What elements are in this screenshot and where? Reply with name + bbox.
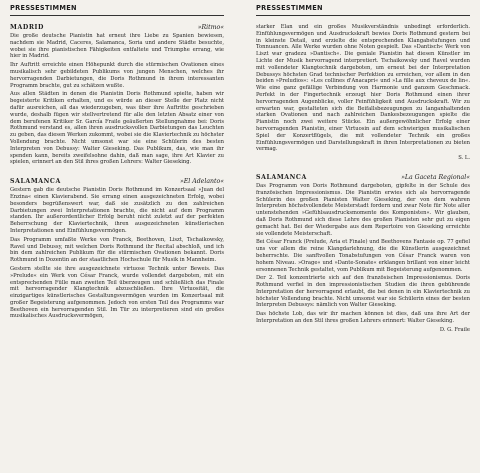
madrid-paragraph-3: Aus allen Städten in denen die Pianistin Doris Rothmund spielte, haben wir begeisterte Kritiken erhalten, und es würde an dieser Stelle der Platz nicht dafür ausreichen, all das wiederzugeben, was über ihre Auftritte geschrieben wurde, deshalb fügen wir stellvertretend für alle den letzten Absatz einer von dem berufenen Kritiker Sr. García Fraile geäußerten Stellungnahme bei: Doris Rothmund verstand es, allen ihren ausdrucksvollen Darbietungen das Leuchten zu geben, das diesen Werken zukommt, wobei sie die Klaviertechnik zu höchster Vollendung brachte. Nicht umsonst war sie eine Schülerin des besten Interpreten von Debussy: Walter Gieseking. Das Publikum, das, wie man ihr spenden kann, bereits zweifelsohne dahin, daß man sage, ihre Art Klavier zu spielen, erinnert an den Stil ihres großen Lehrers: Walter Gieseking.: [10, 91, 224, 166]
page-header-left: PRESSESTIMMEN: [10, 4, 224, 16]
madrid-paragraph-2: Ihr Auftritt erreichte einen Höhepunkt durch die stürmischen Ovationen eines musikalisch sehr gebildeten Publikums von jungen Menschen, welches ihr hervorragenden Darbietungen, die Doris Rothmund in ihrem interessanten Programm brachte, gut zu schätzen wußte.: [10, 62, 224, 89]
city-salamanca: SALAMANCA: [10, 178, 61, 186]
salamanca-paragraph-1: Gestern gab die deutsche Pianistin Doris Rothmund im Konzertsaal »Juan del Enzina« einen Klavierabend. Sie errang einen ausgezeichneten Erfolg, wobei besonders begrüßenswert war, daß sie zusätzlich zu den zahlreichen Darbietungen zwei Interpretationen brachte, die nicht auf dem Programm standen. Ihr außerordentlicher Erfolg beruht nicht zuletzt auf der perfekten Beherrschung der Klaviertechnik, ihren ausgezeichneten künstlerischen Interpretationen und Einfühlungsvermögen.: [10, 187, 224, 234]
salamanca-paragraph-2: Das Programm umfaßte Werke von Franck, Beethoven, Liszt, Tschaikowsky, Ravel und Debussy, mit welchen Doris Rothmund ihr Recital abschloß, und ich bin dem zahlreichen Publikum für die stürmischen Ovationen bekannt. Doris Rothmund in Dozentin an der staatlichen Hochschule für Musik in Mannheim.: [10, 236, 224, 264]
signature-fraile: D. G. Fraile: [439, 326, 470, 333]
section-title-salamanca: [10, 178, 224, 185]
gaceta-paragraph-1: Das Programm von Doris Rothmund dargeboten, gipfelte in der Schule des französischen Impressionismus. Die Pianistin erwies sich als hervorragende Schülerin des großen Pianisten Walter Gieseking, der von dem wahren Interpreten höchstvollendete Meisterstadt fordern und zwar Note für Note aller untenstehenden »Gefühlsausdrucksmomente des Komponisten«. Wir glauben, daß Doris Rothmund sich diese Lehre des großen Pianisten sehr gut zu eigen gemacht hat. Bei der Wiedergabe aus dem Repertoire von Gieseking erreichte sie vollendete Meisterschaft.: [256, 182, 470, 237]
section-title-salamanca-2: [256, 174, 470, 181]
madrid-paragraph-1: Die große deutsche Pianistin hat erneut ihre Liebe zu Spanien bewiesen, nachdem sie Madrid, Caceres, Salamanca, Soria und andere Städte besuchte, wobei sie ihre pianistischen Fähigkeiten entfaltete und Triumphe errang, wie hier in Madrid.: [10, 33, 224, 60]
gaceta-paragraph-4: Das höchste Lob, das wir ihr machen können ist dies, daß uns ihre Art der Interpretation an den Stil ihres großen Lehrers erinnert: Walter Gieseking.: [256, 311, 470, 325]
salamanca-paragraph-3: Gestern stellte sie ihre ausgezeichnete virtuose Technik unter Beweis. Das »Prelude« ein Werk von César Franck, wurde vollendet dargeboten, mit ein entsprechenden Fülle man zweiten Teil überzeugen und schließlich das Finale mit hervorragender Klangtechnik abzuschließen. Ihre Virtuosität, die einzigartiges künstlerisches Gestaltungsvermögen wurden im Konzertsaal mit großer Begeisterung aufgenommen. Jedoch von ersten Teil des Programms war Beethoven ein hervorragenden Stil. Im Tür zu interpretieren sind ein großes musikalisches Ausdrucksvermögen,: [10, 265, 224, 320]
source-ritmo: »Ritmo«: [197, 24, 224, 31]
source-el-adelanto: »El Adelanto«: [180, 178, 224, 186]
right-column: [256, 4, 470, 336]
continued-paragraph: starker Elan und ein großes Musikverständnis unbedingt erforderlich. Einfühlungsvermögen und Ausdruckskraft bewies Doris Rothmund gestern bei in kleinste Detail, und erzielte die entsprechenden Klangabstufungen und Tonnuancen. Alle Werke wurden ohne Noten gespielt. Das »Dantisch« Werk von Liszt war gradezu »Dantisch«. Die geniale Pianistin hat diesen Künstler im Lichte der Musik hervorragend interpretiert. Tschaikowsky und Ravel wurden mit vollendeter Klangtechnik dargeboten, um erneut bei der Interpretation Debussys höchsten Grad technischer Perfektion zu erreichen, vor allem in den beiden »Preludios«: »Les collines d'Anacapri« und »La fille aux cheveux de lin«. Wie eine ganz gefällige Verbindung von Harmonie und ganzem Geschmack. Perfekt in der Fingertechnik erzeugt hier Doris Rothmund einen ihrer hervorragenden Augenblicke, voller Feinfühligkeit und Ausdruckskraft. Wir zu erwarten war, gestalteten sich die Beifallsbezeugungen zu langanhaltenden starken Ovationen und nach zahlreichen Dankesbezeugungen spielte die Pianistin noch zwei weitere Stücke. Ein außergewöhnlicher Erfolg einer hervorragenden Pianistin, einer Virtuosin auf dem schwierigen musikalischen Spiel der Konzertflügels, die mit vollendeter Technik ein großes Einfühlungsvermögen und Darstellungskraft in ihren Interpretationen zu bieten vermag.: [256, 24, 470, 153]
source-la-gaceta-regional: »La Gaceta Regional«: [401, 173, 470, 181]
city-salamanca-2: SALAMANCA: [256, 173, 307, 181]
signature-sl: S. L.: [458, 155, 470, 162]
left-column: [10, 4, 224, 322]
gaceta-paragraph-3: Der 2. Teil konzentrierte sich auf den französischen Impressionismus. Doris Rothmund verfiel in den impressionistischen Studien die ihren gebührende Interpretation der hervorragend erlaubt, die bei denen in ein Klaviertechnik zu höchster Vollendung brachte. Nicht umsonst war sie Schülerin eines der besten Interpreten Debussys: nämlich von Walter Gieseking.: [256, 275, 470, 309]
page-header-right: PRESSESTIMMEN: [256, 4, 470, 16]
section-title-madrid: [10, 24, 224, 31]
gaceta-paragraph-2: Bei César Franck (Prelude, Aria et Finale) und Beethovens Fantasie op. 77 gefiel uns vor allem die reine Klangdarlehnung, die die Künstlerin ausgezeichnet beherrschte. Die sanftvollen Tonabstufungen von César Franck waren von hohem Niveau. »Orage« und »Dante-Sonate« erklangen brillant von einer leicht ersonnenen Technik gestaltet, vom Publikum mit Begeisterung aufgenommen.: [256, 239, 470, 273]
city-madrid: MADRID: [10, 24, 45, 31]
